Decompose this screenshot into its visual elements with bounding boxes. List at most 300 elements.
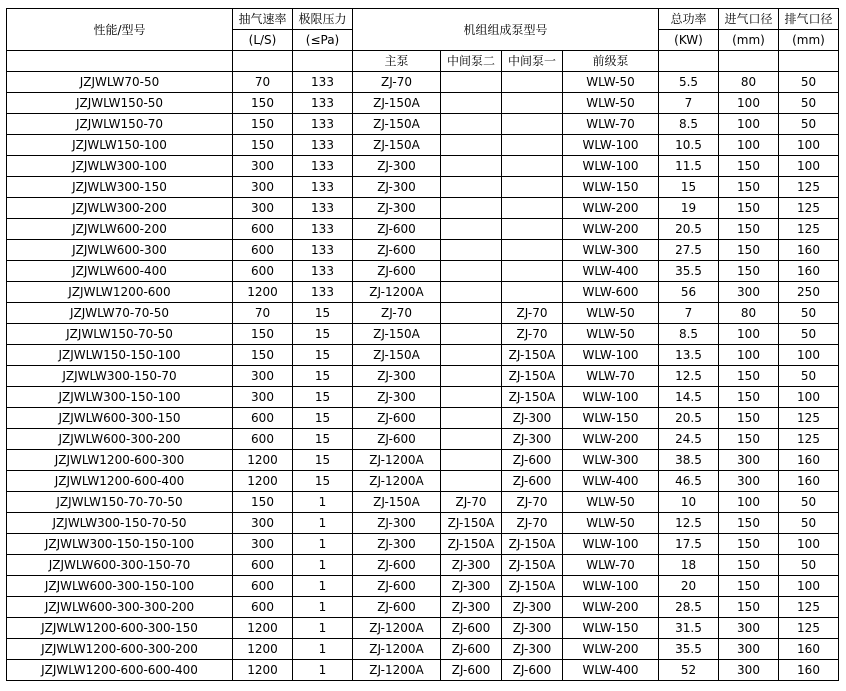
cell-pressure: 1 [293, 597, 353, 618]
cell-main-pump: ZJ-300 [353, 198, 441, 219]
cell-mid-pump-1: ZJ-150A [502, 366, 563, 387]
cell-main-pump: ZJ-300 [353, 513, 441, 534]
cell-pressure: 1 [293, 492, 353, 513]
cell-speed: 600 [233, 576, 293, 597]
cell-main-pump: ZJ-1200A [353, 282, 441, 303]
cell-fore-pump: WLW-50 [563, 72, 659, 93]
cell-power: 5.5 [659, 72, 719, 93]
cell-model: JZJWLW1200-600 [7, 282, 233, 303]
cell-pressure: 133 [293, 240, 353, 261]
cell-speed: 1200 [233, 471, 293, 492]
cell-pressure: 1 [293, 513, 353, 534]
cell-mid-pump-2: ZJ-150A [441, 513, 502, 534]
cell-power: 8.5 [659, 324, 719, 345]
header-fore-pump: 前级泵 [563, 51, 659, 72]
cell-inlet: 300 [719, 618, 779, 639]
cell-power: 35.5 [659, 639, 719, 660]
cell-pressure: 133 [293, 156, 353, 177]
table-row [7, 198, 839, 219]
cell-mid-pump-2 [441, 156, 502, 177]
table-row [7, 177, 839, 198]
cell-pressure: 133 [293, 135, 353, 156]
cell-speed: 300 [233, 198, 293, 219]
cell-inlet: 150 [719, 261, 779, 282]
cell-mid-pump-2 [441, 408, 502, 429]
cell-outlet: 160 [779, 450, 839, 471]
cell-mid-pump-1: ZJ-150A [502, 345, 563, 366]
cell-fore-pump: WLW-200 [563, 597, 659, 618]
cell-power: 17.5 [659, 534, 719, 555]
cell-mid-pump-2 [441, 450, 502, 471]
header-blank [719, 51, 779, 72]
cell-main-pump: ZJ-600 [353, 555, 441, 576]
table-row [7, 450, 839, 471]
cell-main-pump: ZJ-150A [353, 114, 441, 135]
header-outlet-unit: (mm) [779, 30, 839, 51]
cell-main-pump: ZJ-150A [353, 93, 441, 114]
cell-outlet: 125 [779, 408, 839, 429]
header-speed-unit: (L/S) [233, 30, 293, 51]
table-row [7, 492, 839, 513]
cell-inlet: 150 [719, 576, 779, 597]
cell-mid-pump-2: ZJ-600 [441, 618, 502, 639]
table-row [7, 408, 839, 429]
cell-mid-pump-1: ZJ-150A [502, 387, 563, 408]
cell-fore-pump: WLW-400 [563, 471, 659, 492]
cell-power: 10.5 [659, 135, 719, 156]
cell-pressure: 133 [293, 261, 353, 282]
cell-outlet: 100 [779, 135, 839, 156]
cell-fore-pump: WLW-70 [563, 366, 659, 387]
cell-mid-pump-2: ZJ-300 [441, 597, 502, 618]
cell-speed: 70 [233, 72, 293, 93]
cell-main-pump: ZJ-1200A [353, 639, 441, 660]
cell-inlet: 150 [719, 198, 779, 219]
header-inlet-unit: (mm) [719, 30, 779, 51]
table-row [7, 555, 839, 576]
cell-fore-pump: WLW-150 [563, 618, 659, 639]
cell-model: JZJWLW600-300-150-70 [7, 555, 233, 576]
cell-power: 12.5 [659, 366, 719, 387]
cell-inlet: 150 [719, 387, 779, 408]
cell-mid-pump-2 [441, 303, 502, 324]
cell-inlet: 100 [719, 93, 779, 114]
cell-power: 14.5 [659, 387, 719, 408]
header-blank [233, 51, 293, 72]
cell-outlet: 50 [779, 303, 839, 324]
cell-mid-pump-2: ZJ-300 [441, 555, 502, 576]
cell-mid-pump-1 [502, 177, 563, 198]
cell-mid-pump-1: ZJ-300 [502, 639, 563, 660]
cell-inlet: 300 [719, 282, 779, 303]
cell-main-pump: ZJ-150A [353, 345, 441, 366]
cell-fore-pump: WLW-70 [563, 555, 659, 576]
cell-inlet: 150 [719, 555, 779, 576]
table-body [7, 9, 839, 681]
cell-power: 24.5 [659, 429, 719, 450]
cell-fore-pump: WLW-50 [563, 513, 659, 534]
cell-outlet: 125 [779, 618, 839, 639]
table-row [7, 93, 839, 114]
cell-speed: 150 [233, 345, 293, 366]
table-row [7, 72, 839, 93]
cell-mid-pump-1 [502, 261, 563, 282]
cell-inlet: 150 [719, 534, 779, 555]
cell-power: 27.5 [659, 240, 719, 261]
cell-outlet: 160 [779, 261, 839, 282]
table-row [7, 282, 839, 303]
cell-speed: 150 [233, 324, 293, 345]
cell-mid-pump-2 [441, 324, 502, 345]
cell-speed: 150 [233, 114, 293, 135]
cell-fore-pump: WLW-100 [563, 534, 659, 555]
cell-fore-pump: WLW-100 [563, 156, 659, 177]
cell-speed: 150 [233, 135, 293, 156]
cell-main-pump: ZJ-1200A [353, 471, 441, 492]
cell-inlet: 300 [719, 639, 779, 660]
cell-fore-pump: WLW-300 [563, 240, 659, 261]
cell-mid-pump-1: ZJ-70 [502, 492, 563, 513]
cell-fore-pump: WLW-200 [563, 429, 659, 450]
cell-inlet: 150 [719, 156, 779, 177]
cell-mid-pump-1: ZJ-300 [502, 618, 563, 639]
header-row-3 [7, 51, 839, 72]
cell-mid-pump-1: ZJ-150A [502, 576, 563, 597]
cell-mid-pump-2 [441, 72, 502, 93]
cell-power: 8.5 [659, 114, 719, 135]
cell-outlet: 100 [779, 576, 839, 597]
cell-main-pump: ZJ-1200A [353, 450, 441, 471]
cell-speed: 600 [233, 408, 293, 429]
cell-outlet: 50 [779, 93, 839, 114]
cell-mid-pump-1: ZJ-70 [502, 303, 563, 324]
cell-speed: 600 [233, 219, 293, 240]
cell-fore-pump: WLW-100 [563, 135, 659, 156]
header-pressure: 极限压力 [293, 9, 353, 30]
table-row [7, 639, 839, 660]
cell-speed: 300 [233, 366, 293, 387]
header-pressure-unit: (≤Pa) [293, 30, 353, 51]
cell-inlet: 80 [719, 303, 779, 324]
cell-inlet: 80 [719, 72, 779, 93]
cell-model: JZJWLW150-70 [7, 114, 233, 135]
cell-fore-pump: WLW-100 [563, 576, 659, 597]
table-row [7, 387, 839, 408]
cell-model: JZJWLW300-150 [7, 177, 233, 198]
cell-speed: 300 [233, 513, 293, 534]
cell-power: 10 [659, 492, 719, 513]
header-mid-pump-1: 中间泵一 [502, 51, 563, 72]
cell-inlet: 300 [719, 660, 779, 681]
cell-main-pump: ZJ-300 [353, 387, 441, 408]
cell-outlet: 50 [779, 513, 839, 534]
cell-model: JZJWLW1200-600-400 [7, 471, 233, 492]
cell-outlet: 160 [779, 240, 839, 261]
cell-model: JZJWLW150-50 [7, 93, 233, 114]
cell-inlet: 100 [719, 345, 779, 366]
cell-fore-pump: WLW-150 [563, 177, 659, 198]
cell-power: 19 [659, 198, 719, 219]
cell-fore-pump: WLW-50 [563, 324, 659, 345]
header-outlet: 排气口径 [779, 9, 839, 30]
cell-model: JZJWLW1200-600-300-150 [7, 618, 233, 639]
cell-model: JZJWLW150-150-100 [7, 345, 233, 366]
cell-mid-pump-2 [441, 345, 502, 366]
header-blank [7, 51, 233, 72]
cell-model: JZJWLW600-400 [7, 261, 233, 282]
cell-speed: 300 [233, 387, 293, 408]
cell-main-pump: ZJ-150A [353, 135, 441, 156]
cell-outlet: 50 [779, 72, 839, 93]
cell-model: JZJWLW1200-600-300 [7, 450, 233, 471]
cell-model: JZJWLW150-70-50 [7, 324, 233, 345]
cell-fore-pump: WLW-100 [563, 387, 659, 408]
cell-mid-pump-1 [502, 240, 563, 261]
cell-fore-pump: WLW-70 [563, 114, 659, 135]
cell-speed: 70 [233, 303, 293, 324]
cell-main-pump: ZJ-300 [353, 177, 441, 198]
table-row [7, 618, 839, 639]
cell-model: JZJWLW300-100 [7, 156, 233, 177]
cell-mid-pump-1: ZJ-600 [502, 660, 563, 681]
cell-mid-pump-1: ZJ-70 [502, 324, 563, 345]
cell-main-pump: ZJ-1200A [353, 618, 441, 639]
cell-mid-pump-1: ZJ-300 [502, 429, 563, 450]
cell-fore-pump: WLW-50 [563, 93, 659, 114]
cell-main-pump: ZJ-600 [353, 240, 441, 261]
table-row [7, 240, 839, 261]
cell-inlet: 300 [719, 471, 779, 492]
cell-outlet: 160 [779, 639, 839, 660]
cell-power: 13.5 [659, 345, 719, 366]
header-blank [659, 51, 719, 72]
cell-pressure: 133 [293, 198, 353, 219]
cell-outlet: 100 [779, 534, 839, 555]
cell-pressure: 1 [293, 576, 353, 597]
cell-main-pump: ZJ-70 [353, 72, 441, 93]
cell-pressure: 133 [293, 177, 353, 198]
cell-mid-pump-2: ZJ-70 [441, 492, 502, 513]
cell-speed: 1200 [233, 282, 293, 303]
cell-model: JZJWLW600-200 [7, 219, 233, 240]
cell-mid-pump-1 [502, 282, 563, 303]
table-row [7, 597, 839, 618]
cell-pressure: 1 [293, 639, 353, 660]
cell-speed: 300 [233, 177, 293, 198]
cell-inlet: 300 [719, 450, 779, 471]
table-row [7, 261, 839, 282]
cell-model: JZJWLW300-150-70 [7, 366, 233, 387]
cell-power: 35.5 [659, 261, 719, 282]
cell-inlet: 150 [719, 597, 779, 618]
cell-power: 52 [659, 660, 719, 681]
cell-outlet: 100 [779, 156, 839, 177]
cell-speed: 300 [233, 156, 293, 177]
cell-speed: 150 [233, 492, 293, 513]
cell-main-pump: ZJ-600 [353, 576, 441, 597]
cell-main-pump: ZJ-600 [353, 261, 441, 282]
cell-model: JZJWLW150-70-70-50 [7, 492, 233, 513]
cell-mid-pump-2 [441, 219, 502, 240]
cell-mid-pump-2: ZJ-600 [441, 660, 502, 681]
cell-mid-pump-2 [441, 429, 502, 450]
cell-fore-pump: WLW-50 [563, 303, 659, 324]
cell-mid-pump-2 [441, 387, 502, 408]
cell-inlet: 150 [719, 513, 779, 534]
cell-mid-pump-1: ZJ-70 [502, 513, 563, 534]
cell-outlet: 125 [779, 429, 839, 450]
cell-power: 46.5 [659, 471, 719, 492]
table-row [7, 513, 839, 534]
cell-main-pump: ZJ-600 [353, 429, 441, 450]
cell-mid-pump-1: ZJ-150A [502, 534, 563, 555]
cell-outlet: 160 [779, 471, 839, 492]
cell-pressure: 133 [293, 72, 353, 93]
cell-inlet: 150 [719, 240, 779, 261]
table-row [7, 576, 839, 597]
cell-mid-pump-1 [502, 156, 563, 177]
header-pump-group: 机组组成泵型号 [353, 9, 659, 51]
cell-model: JZJWLW600-300-150 [7, 408, 233, 429]
header-power: 总功率 [659, 9, 719, 30]
cell-model: JZJWLW300-150-100 [7, 387, 233, 408]
cell-inlet: 100 [719, 114, 779, 135]
cell-mid-pump-1 [502, 135, 563, 156]
cell-speed: 150 [233, 93, 293, 114]
cell-mid-pump-2: ZJ-600 [441, 639, 502, 660]
cell-model: JZJWLW300-150-150-100 [7, 534, 233, 555]
header-row-1 [7, 9, 839, 30]
header-mid-pump-2: 中间泵二 [441, 51, 502, 72]
cell-model: JZJWLW70-50 [7, 72, 233, 93]
cell-power: 7 [659, 93, 719, 114]
cell-fore-pump: WLW-200 [563, 198, 659, 219]
cell-outlet: 50 [779, 555, 839, 576]
table-row [7, 303, 839, 324]
cell-outlet: 100 [779, 387, 839, 408]
cell-outlet: 100 [779, 345, 839, 366]
cell-pressure: 1 [293, 555, 353, 576]
table-row [7, 660, 839, 681]
cell-mid-pump-2 [441, 93, 502, 114]
cell-power: 18 [659, 555, 719, 576]
cell-pressure: 1 [293, 660, 353, 681]
cell-power: 11.5 [659, 156, 719, 177]
cell-pressure: 15 [293, 345, 353, 366]
cell-mid-pump-2 [441, 261, 502, 282]
cell-speed: 600 [233, 240, 293, 261]
cell-fore-pump: WLW-400 [563, 660, 659, 681]
cell-outlet: 250 [779, 282, 839, 303]
header-blank [293, 51, 353, 72]
cell-power: 20.5 [659, 219, 719, 240]
cell-fore-pump: WLW-400 [563, 261, 659, 282]
cell-speed: 1200 [233, 618, 293, 639]
cell-outlet: 125 [779, 177, 839, 198]
cell-mid-pump-1 [502, 219, 563, 240]
cell-outlet: 125 [779, 219, 839, 240]
cell-mid-pump-2 [441, 114, 502, 135]
cell-fore-pump: WLW-50 [563, 492, 659, 513]
cell-mid-pump-1 [502, 198, 563, 219]
cell-power: 28.5 [659, 597, 719, 618]
spec-table [6, 8, 839, 681]
cell-outlet: 125 [779, 198, 839, 219]
cell-mid-pump-2: ZJ-150A [441, 534, 502, 555]
cell-model: JZJWLW600-300 [7, 240, 233, 261]
cell-mid-pump-2 [441, 240, 502, 261]
cell-model: JZJWLW1200-600-600-400 [7, 660, 233, 681]
cell-pressure: 1 [293, 534, 353, 555]
cell-outlet: 50 [779, 114, 839, 135]
cell-mid-pump-1: ZJ-600 [502, 450, 563, 471]
cell-mid-pump-1 [502, 93, 563, 114]
table-row [7, 324, 839, 345]
table-row [7, 471, 839, 492]
cell-inlet: 150 [719, 366, 779, 387]
cell-main-pump: ZJ-150A [353, 324, 441, 345]
table-row [7, 135, 839, 156]
cell-mid-pump-2 [441, 366, 502, 387]
cell-mid-pump-1 [502, 114, 563, 135]
table-row [7, 429, 839, 450]
cell-inlet: 150 [719, 219, 779, 240]
cell-speed: 300 [233, 534, 293, 555]
cell-mid-pump-1: ZJ-300 [502, 408, 563, 429]
cell-fore-pump: WLW-200 [563, 219, 659, 240]
cell-main-pump: ZJ-600 [353, 408, 441, 429]
cell-speed: 600 [233, 597, 293, 618]
cell-pressure: 15 [293, 450, 353, 471]
cell-fore-pump: WLW-150 [563, 408, 659, 429]
cell-main-pump: ZJ-70 [353, 303, 441, 324]
cell-mid-pump-2 [441, 198, 502, 219]
cell-speed: 600 [233, 261, 293, 282]
cell-mid-pump-2 [441, 177, 502, 198]
cell-outlet: 50 [779, 492, 839, 513]
cell-pressure: 15 [293, 387, 353, 408]
header-blank [779, 51, 839, 72]
cell-main-pump: ZJ-1200A [353, 660, 441, 681]
cell-pressure: 1 [293, 618, 353, 639]
cell-speed: 1200 [233, 660, 293, 681]
header-model: 性能/型号 [7, 9, 233, 51]
cell-pressure: 133 [293, 93, 353, 114]
cell-power: 7 [659, 303, 719, 324]
cell-model: JZJWLW1200-600-300-200 [7, 639, 233, 660]
cell-outlet: 160 [779, 660, 839, 681]
cell-power: 15 [659, 177, 719, 198]
cell-model: JZJWLW300-200 [7, 198, 233, 219]
cell-pressure: 15 [293, 303, 353, 324]
cell-power: 20 [659, 576, 719, 597]
cell-mid-pump-1: ZJ-600 [502, 471, 563, 492]
cell-inlet: 100 [719, 135, 779, 156]
cell-speed: 1200 [233, 450, 293, 471]
table-row [7, 219, 839, 240]
table-row [7, 114, 839, 135]
cell-mid-pump-1: ZJ-300 [502, 597, 563, 618]
cell-mid-pump-1 [502, 72, 563, 93]
cell-inlet: 100 [719, 492, 779, 513]
header-speed: 抽气速率 [233, 9, 293, 30]
cell-pressure: 15 [293, 324, 353, 345]
cell-model: JZJWLW150-100 [7, 135, 233, 156]
cell-main-pump: ZJ-300 [353, 156, 441, 177]
header-power-unit: (KW) [659, 30, 719, 51]
cell-inlet: 150 [719, 177, 779, 198]
cell-fore-pump: WLW-300 [563, 450, 659, 471]
